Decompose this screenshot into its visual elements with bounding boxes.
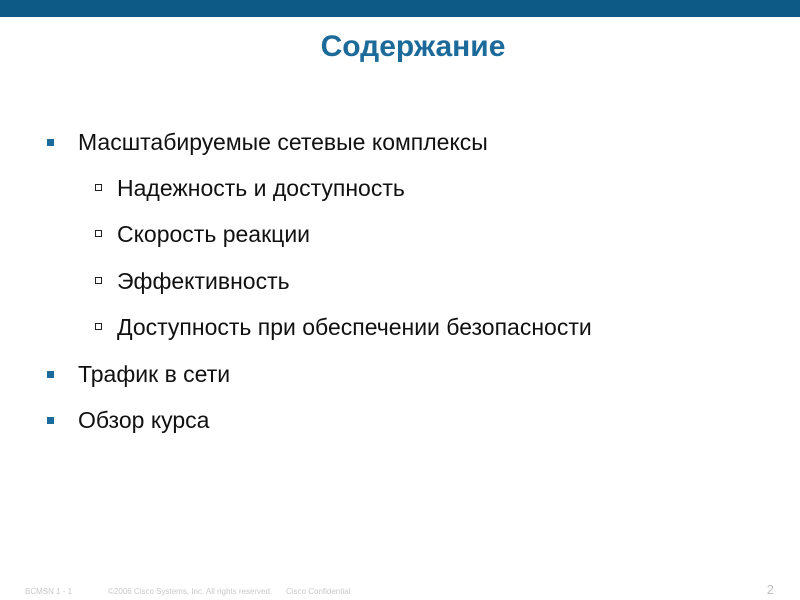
square-bullet-icon [47, 371, 54, 378]
hollow-square-bullet-icon [95, 184, 102, 191]
sub-bullet-text: Надежность и доступность [117, 175, 405, 201]
bullet-text: Обзор курса [78, 407, 210, 433]
top-banner [0, 0, 800, 17]
sub-bullet-item [117, 314, 592, 340]
sub-bullet-item [117, 175, 405, 201]
sub-bullet-item [117, 221, 310, 247]
sub-bullet-text: Доступность при обеспечении безопасности [117, 314, 592, 340]
footer-copyright: ©2006 Cisco Systems, Inc. All rights reserved. [108, 587, 273, 596]
bullet-item [78, 407, 209, 433]
hollow-square-bullet-icon [95, 277, 102, 284]
sub-bullet-text: Скорость реакции [117, 221, 311, 247]
square-bullet-icon [47, 139, 54, 146]
sub-bullet-item [117, 268, 290, 294]
bullet-item [78, 129, 488, 155]
hollow-square-bullet-icon [95, 230, 102, 237]
slide-title: Содержание [320, 30, 506, 63]
footer-confidentiality: Cisco Confidential [286, 587, 351, 596]
square-bullet-icon [47, 417, 54, 424]
bullet-item [78, 361, 230, 387]
bullet-text: Трафик в сети [78, 361, 231, 387]
sub-bullet-text: Эффективность [117, 268, 290, 294]
page-number: 2 [766, 582, 774, 597]
hollow-square-bullet-icon [95, 323, 102, 330]
bullet-text: Масштабируемые сетевые комплексы [78, 129, 488, 155]
footer-course-code: BCMSN 1 - 1 [25, 587, 73, 596]
